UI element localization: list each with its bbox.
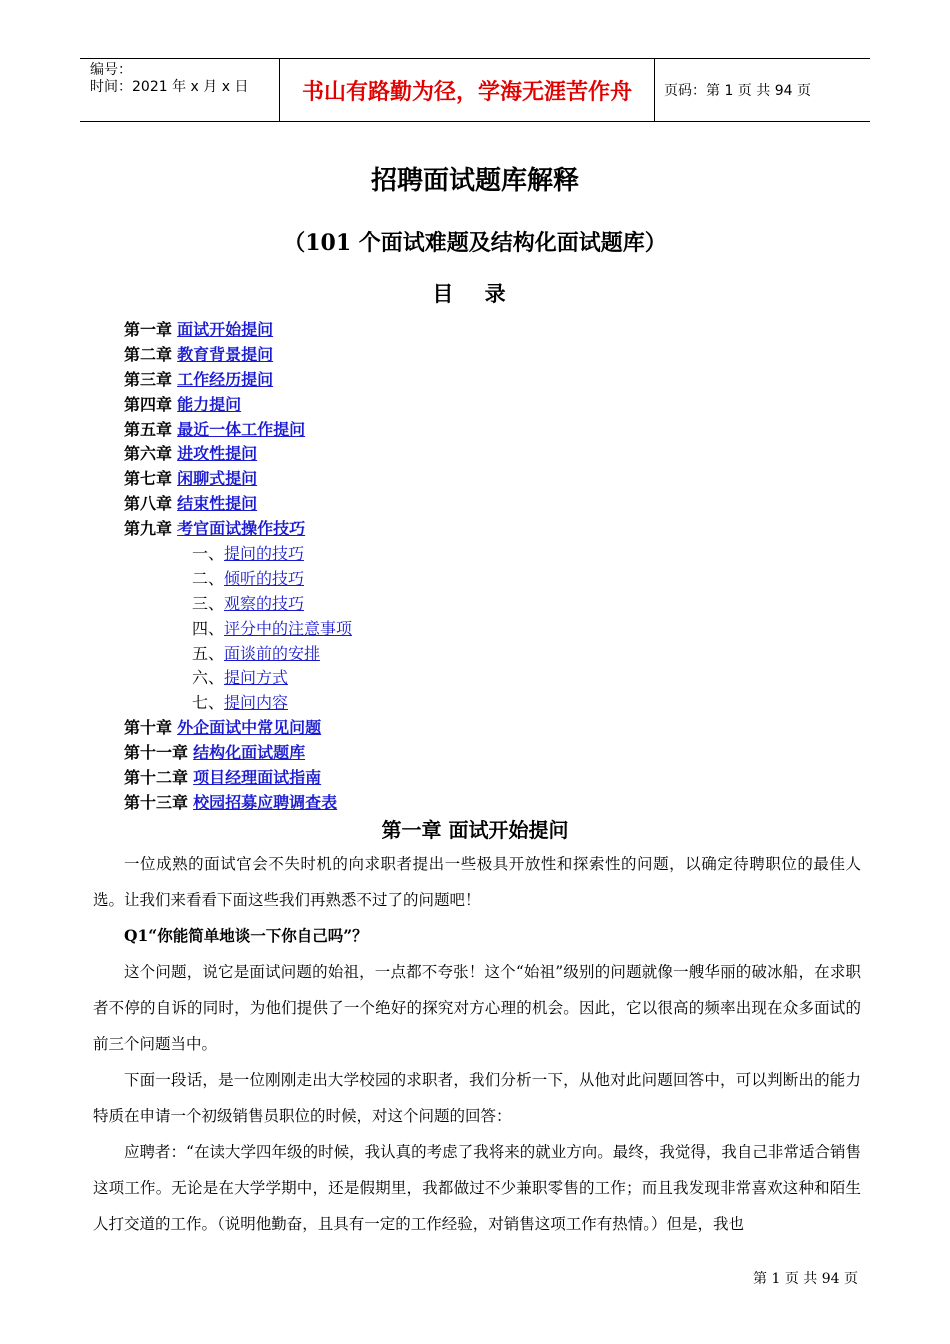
paragraph: 下面一段话，是一位刚刚走出大学校园的求职者，我们分析一下，从他对此问题回答中，可以判断出的能力特质在申请一个初级销售员职位的时候，对这个问题的回答： (93, 1071, 861, 1125)
question-heading: Q1“你能简单地谈一下你自己吗”？ (124, 926, 368, 945)
motto: 书山有路勤为径，学海无涯苦作舟 (280, 59, 655, 121)
toc-link[interactable]: 最近一体工作提问 (177, 419, 306, 439)
toc-link[interactable]: 进攻性提问 (177, 444, 258, 464)
toc-sub-link[interactable]: 评分中的注意事项 (224, 618, 353, 638)
toc-link[interactable]: 工作经历提问 (177, 369, 274, 389)
toc-heading: 目 录 (432, 282, 518, 306)
toc-sub-num: 一、 (192, 544, 225, 564)
toc-sub-link[interactable]: 提问内容 (224, 693, 289, 713)
toc-link[interactable]: 结构化面试题库 (193, 743, 306, 763)
toc-link[interactable]: 能力提问 (177, 394, 242, 414)
toc-subitem (124, 567, 724, 592)
document-title: 招聘面试题库解释 (370, 166, 579, 196)
toc-subitem (124, 617, 724, 642)
toc-item (124, 492, 724, 517)
toc-sub-num: 三、 (192, 593, 225, 613)
toc-sub-link[interactable]: 面谈前的安排 (224, 643, 321, 663)
paragraph: 应聘者：“在读大学四年级的时候，我认真的考虑了我将来的就业方向。最终，我觉得，我自己非常适合销售这项工作。无论是在大学学期中，还是假期里，我都做过不少兼职零售的工作；而且我发现非常喜欢这种和陌生人打交道的工作。（说明他勤奋，且具有一定的工作经验，对销售这项工作有热情。）但是，我也 (93, 1143, 861, 1233)
toc-chapter: 第九章 (124, 519, 173, 539)
toc-sub-num: 七、 (192, 693, 225, 713)
toc-chapter: 第十一章 (124, 743, 189, 763)
toc-item (124, 393, 724, 418)
toc-item (124, 517, 724, 542)
toc-chapter: 第四章 (124, 394, 173, 414)
toc-link[interactable]: 校园招募应聘调查表 (193, 792, 338, 812)
toc-item (124, 791, 724, 816)
document-subtitle: （101 个面试难题及结构化面试题库） (283, 230, 667, 256)
toc-chapter: 第五章 (124, 419, 173, 439)
page-footer: 第 1 页 共 94 页 (753, 1271, 858, 1287)
toc-chapter: 第六章 (124, 444, 173, 464)
number-label: 编号： (90, 62, 132, 78)
table-of-contents (124, 318, 724, 816)
toc-sub-link[interactable]: 提问的技巧 (224, 544, 305, 564)
toc-chapter: 第十三章 (124, 792, 189, 812)
toc-sub-num: 二、 (192, 568, 225, 588)
header-meta (80, 59, 280, 121)
toc-item (124, 442, 724, 467)
toc-chapter: 第一章 (124, 320, 173, 339)
toc-link[interactable]: 结束性提问 (177, 494, 258, 514)
toc-sub-link[interactable]: 观察的技巧 (224, 593, 305, 613)
toc-link[interactable]: 考官面试操作技巧 (177, 519, 306, 539)
toc-item (124, 766, 724, 791)
toc-link[interactable]: 面试开始提问 (177, 320, 274, 339)
toc-subitem (124, 642, 724, 667)
toc-chapter: 第十章 (124, 718, 173, 738)
toc-item (124, 467, 724, 492)
toc-link[interactable]: 教育背景提问 (177, 344, 274, 364)
toc-item (124, 368, 724, 393)
toc-subitem (124, 666, 724, 691)
paragraph: 这个问题，说它是面试问题的始祖，一点都不夸张！这个“始祖”级别的问题就像一艘华丽的破冰船，在求职者不停的自诉的同时，为他们提供了一个绝好的探究对方心理的机会。因此，它以很高的频率出现在众多面试的前三个问题当中。 (93, 963, 861, 1053)
toc-item (124, 318, 724, 343)
toc-subitem (124, 542, 724, 567)
toc-sub-num: 五、 (192, 643, 225, 663)
toc-item (124, 418, 724, 443)
toc-subitem (124, 691, 724, 716)
toc-sub-link[interactable]: 倾听的技巧 (224, 568, 305, 588)
toc-subitem (124, 592, 724, 617)
toc-sub-num: 四、 (192, 618, 225, 638)
time-label: 时间：2021 年 x 月 x 日 (90, 79, 249, 95)
toc-chapter: 第二章 (124, 344, 173, 364)
page-header (80, 58, 870, 122)
toc-chapter: 第三章 (124, 369, 173, 389)
section-title: 第一章 面试开始提问 (381, 818, 569, 842)
toc-chapter: 第十二章 (124, 768, 189, 788)
toc-item (124, 716, 724, 741)
toc-chapter: 第八章 (124, 494, 173, 514)
toc-sub-link[interactable]: 提问方式 (224, 668, 289, 688)
toc-chapter: 第七章 (124, 469, 173, 489)
toc-link[interactable]: 外企面试中常见问题 (177, 718, 322, 738)
toc-link[interactable]: 项目经理面试指南 (193, 768, 322, 788)
body-text (93, 846, 861, 1242)
toc-item (124, 343, 724, 368)
toc-link[interactable]: 闲聊式提问 (177, 469, 258, 489)
toc-item (124, 741, 724, 766)
toc-sub-num: 六、 (192, 668, 225, 688)
page-info: 页码：第 1 页 共 94 页 (664, 83, 811, 99)
paragraph: 一位成熟的面试官会不失时机的向求职者提出一些极具开放性和探索性的问题，以确定待聘职位的最佳人选。让我们来看看下面这些我们再熟悉不过了的问题吧！ (93, 855, 861, 909)
